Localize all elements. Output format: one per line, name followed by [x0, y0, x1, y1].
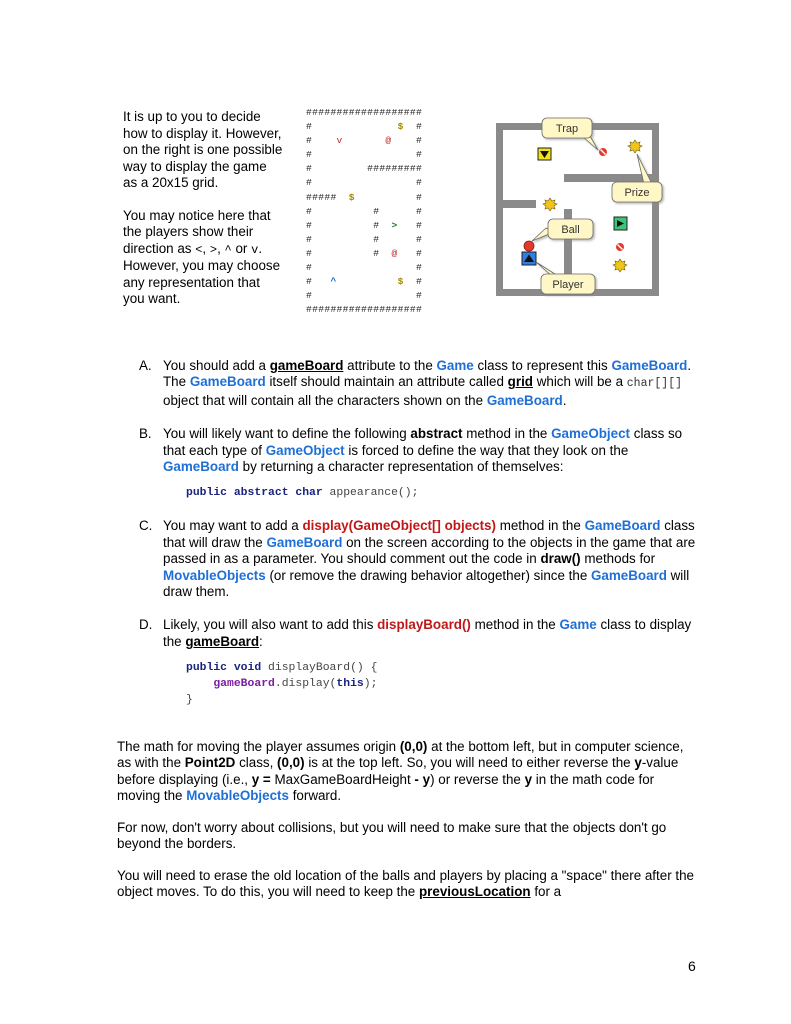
text: You should add a [163, 358, 267, 373]
term-draw-method: draw() [540, 551, 581, 567]
prize-icon [613, 259, 627, 272]
grid-row: # # # [306, 233, 423, 245]
paragraph-collisions: For now, don't worry about collisions, but you will need to make sure that the objects don't go beyond the borders. [117, 820, 667, 852]
ball-icon [524, 241, 534, 251]
list-letter: A. [139, 358, 152, 373]
term-movableobjects: MovableObjects [163, 567, 266, 583]
paragraph-math [117, 739, 699, 805]
intro-text-b: However, you may choose any representation that you want. [123, 258, 281, 306]
list-letter: D. [139, 617, 153, 633]
code-keywords: public void [186, 662, 262, 675]
text: at the bottom left, but in computer science, as with the [117, 739, 684, 771]
wall-right [652, 123, 659, 296]
text: in the math code for moving the [117, 771, 655, 804]
player-down-icon [538, 148, 551, 160]
grid-row: # $ # [306, 121, 423, 133]
term-y: y [524, 771, 533, 787]
list-letter: B. [139, 426, 152, 442]
wall-inner-left [496, 200, 536, 208]
grid-row: ##### $ # [306, 191, 423, 203]
term-y: y [634, 755, 642, 771]
dir-up: ^ [224, 242, 232, 257]
text: -value before displaying (i.e., [117, 755, 679, 787]
term-gameboard-class: GameBoard [611, 358, 688, 373]
grid-row: # # # [306, 205, 423, 217]
text: object that will contain all the characters shown on the [163, 392, 484, 408]
term-point2d: Point2D [184, 755, 236, 771]
code-field: gameBoard [213, 678, 275, 691]
prize-icon [543, 198, 557, 211]
list-item-c [139, 518, 699, 600]
code-text: ); [363, 678, 378, 691]
term-game-class: Game [436, 358, 474, 373]
trap-icon [616, 243, 624, 251]
text: is forced to define the way that they look on the [348, 442, 629, 458]
text: (or remove the drawing behavior altogether) since the [269, 567, 588, 583]
trap-icon [599, 148, 607, 156]
grid-row: # ^ $ # [306, 276, 423, 288]
code-text: .display( [274, 678, 337, 691]
text: is at the top left. So, you will need to either reverse the [308, 755, 631, 771]
term-previouslocation: previousLocation [418, 884, 531, 900]
ascii-game-grid [306, 106, 422, 317]
dir-left: < [195, 242, 203, 257]
term-game-class: Game [559, 617, 597, 633]
text: forward. [292, 788, 342, 804]
grid-row: # # [306, 262, 423, 274]
text: The math for moving the player assumes origin [117, 739, 397, 754]
term-gameboard-attr: gameBoard [185, 633, 260, 649]
text: class so that each type of [163, 426, 683, 458]
text: attribute to the [347, 358, 433, 373]
term-gameobject-class: GameObject [265, 442, 345, 458]
text: on the screen according to the objects in the game that are passed in as a parameter. You should comment out the code in [163, 534, 696, 567]
code-text: appearance(); [322, 487, 419, 500]
term-origin: (0,0) [399, 739, 428, 754]
term-displayboard-method: displayBoard() [377, 617, 471, 633]
ball-label: Ball [561, 224, 580, 236]
wall-left [496, 123, 503, 296]
term-gameboard-class: GameBoard [591, 567, 667, 583]
intro-paragraph-1: It is up to you to decide how to display it. However, on the right is one possible way to display the game as a 20x15 grid. [123, 109, 283, 190]
term-gameboard-class: GameBoard [486, 392, 563, 408]
text: MaxGameBoardHeight [274, 771, 411, 787]
text: itself should maintain an attribute called [269, 374, 504, 390]
code-snippet-displayboard [186, 660, 699, 708]
term-y-equals: y = [251, 771, 271, 787]
grid-row: # ######### [306, 163, 423, 175]
dir-right: > [209, 242, 218, 257]
term-minus-y: - y [414, 771, 431, 787]
term-gameboard-class: GameBoard [189, 374, 266, 390]
text: . The [163, 358, 692, 390]
code-keyword-this: this [336, 678, 364, 691]
term-display-method: display(GameObject[] objects) [302, 518, 496, 534]
text: which will be a [536, 374, 624, 390]
grid-row: ################### [306, 304, 423, 316]
term-abstract: abstract [410, 426, 463, 442]
text: for a [534, 884, 562, 900]
code-text: displayBoard() { [261, 662, 378, 675]
text: will draw them. [163, 567, 690, 600]
trap-label: Trap [555, 123, 579, 135]
page-number: 6 [688, 958, 696, 974]
text: You will need to erase the old location of the balls and players by placing a "space" there after the object moves. To do this, you will need to keep the [117, 868, 694, 900]
term-origin: (0,0) [277, 755, 305, 771]
list-item-b [139, 426, 699, 501]
code-text: } [186, 694, 193, 707]
intro-text-a: You may notice here that the players show their direction as [123, 207, 271, 256]
code-snippet-appearance [186, 485, 699, 501]
list-item-a [139, 358, 699, 409]
grid-row: # # @ # [306, 247, 423, 259]
text: class that will draw the [163, 518, 695, 550]
dir-down: v [251, 242, 259, 257]
player-right-icon [614, 217, 627, 230]
text: : [259, 633, 263, 649]
dir-or: or [235, 240, 248, 256]
intro-text [123, 109, 283, 308]
list-letter: C. [139, 518, 153, 534]
player-up-icon [522, 252, 536, 265]
term-gameboard-class: GameBoard [266, 534, 343, 550]
text: . [562, 392, 567, 408]
text: by returning a character representation of themselves: [242, 459, 564, 475]
paragraph-erase [117, 868, 699, 901]
text: ) or reverse the [430, 771, 521, 787]
text: Likely, you will also want to add this [163, 617, 374, 633]
grid-row: # # [306, 177, 423, 189]
text: class to represent this [477, 358, 608, 373]
intro-paragraph-2: You may notice here that the players show their direction as <, >, ^ or v. However, you may choose any representation that you want. [123, 207, 281, 306]
grid-row: # # [306, 149, 423, 161]
game-board-diagram [494, 110, 669, 310]
text: method in the [499, 518, 581, 534]
term-gameobject-class: GameObject [551, 426, 631, 442]
text: class to display the [163, 617, 692, 649]
code-char-array: char[][] [626, 377, 682, 391]
text: method in the [466, 426, 548, 442]
code-keywords: public abstract char [186, 487, 323, 500]
list-item-d [139, 617, 699, 708]
term-gameboard-class: GameBoard [163, 459, 239, 475]
grid-row: ################### [306, 107, 423, 118]
text: methods for [584, 551, 656, 567]
term-movableobjects: MovableObjects [186, 788, 289, 804]
grid-row: # # [306, 290, 423, 302]
prize-icon [628, 140, 642, 153]
term-grid: grid [507, 374, 533, 390]
grid-row: # v @ # [306, 135, 423, 147]
text: method in the [474, 617, 556, 633]
term-gameboard-attr: gameBoard [269, 358, 344, 373]
instruction-list [139, 358, 699, 725]
prize-label: Prize [624, 187, 650, 199]
text: class, [239, 755, 274, 771]
player-label: Player [552, 279, 584, 291]
grid-row: # # > # [306, 219, 423, 231]
text: You will likely want to define the following [163, 426, 407, 442]
text: You may want to add a [163, 518, 299, 534]
term-gameboard-class: GameBoard [584, 518, 661, 534]
